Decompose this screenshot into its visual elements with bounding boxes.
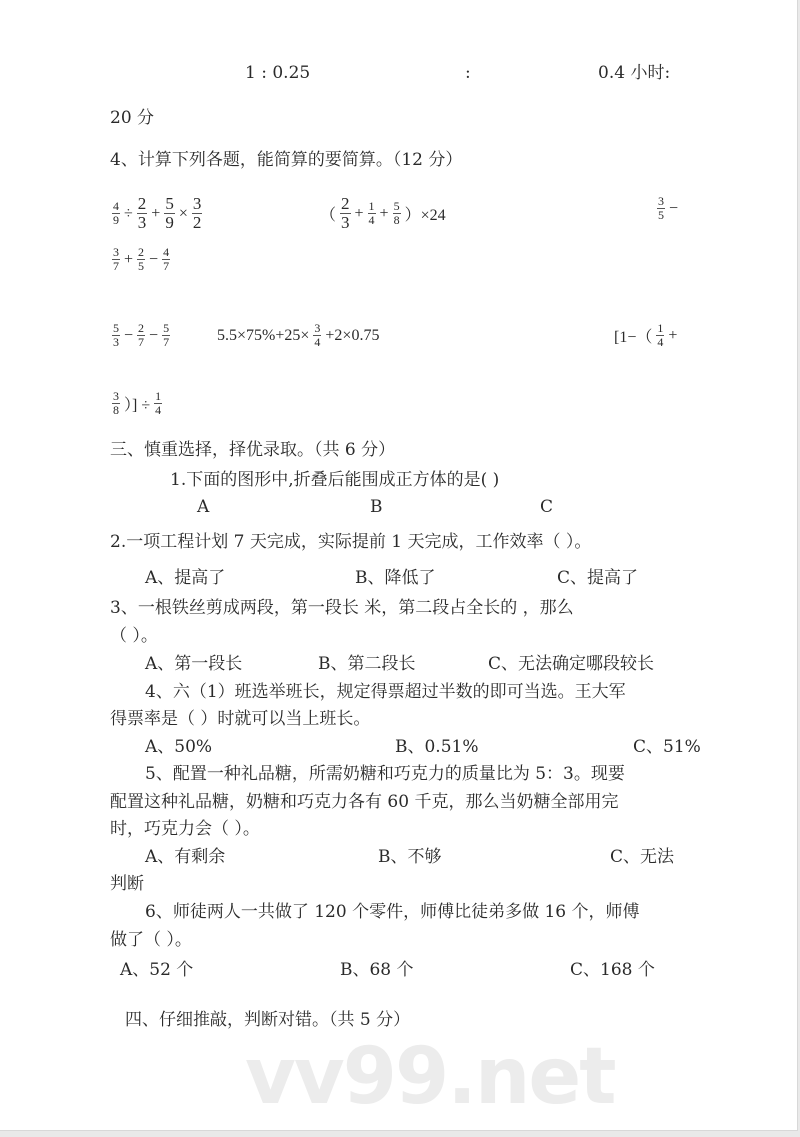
math-operator: +2×0.75 <box>325 326 380 344</box>
fraction <box>656 322 664 349</box>
ratio-2: : <box>465 63 471 83</box>
fraction <box>154 390 162 417</box>
numerator: 3 <box>314 321 321 335</box>
fraction <box>112 390 120 417</box>
fraction <box>112 322 120 349</box>
s3-q2-option-b: B、降低了 <box>355 568 436 588</box>
denominator: 9 <box>165 213 174 232</box>
math-operator: ）×24 <box>404 207 446 224</box>
math-operator: ）] ÷ <box>124 397 151 414</box>
s3-q2-option-a: A、提高了 <box>145 568 226 588</box>
s3-q5-line2: 配置这种礼品糖，奶糖和巧克力各有 60 千克，那么当奶糖全部用完 <box>110 792 619 812</box>
denominator: 5 <box>658 208 664 222</box>
s3-q1-option-c: C <box>540 497 554 517</box>
fraction <box>137 195 148 232</box>
s3-q6-line1: 6、师徒两人一共做了 120 个零件，师傅比徒弟多做 16 个，师傅 <box>145 902 640 922</box>
denominator: 2 <box>192 213 202 232</box>
math-operator: × <box>178 204 188 222</box>
math-operator: + <box>124 250 134 268</box>
s3-q1-option-a: A <box>197 497 210 517</box>
calc-expr-4 <box>110 322 172 349</box>
math-operator: （ <box>320 207 337 224</box>
calc-expr-3-cont <box>110 246 172 273</box>
denominator: 3 <box>137 213 147 232</box>
numerator: 1 <box>657 321 664 335</box>
numerator: 1 <box>368 199 375 213</box>
math-operator: ÷ <box>124 204 133 222</box>
s3-q4-line2: 得票率是（ ）时就可以当上班长。 <box>110 709 371 729</box>
math-operator: − <box>124 326 134 344</box>
watermark: vv99.net <box>245 1032 615 1122</box>
fraction <box>164 195 175 232</box>
numerator: 3 <box>658 194 664 208</box>
q4-heading: 4、计算下列各题，能简算的要简算。（12 分） <box>110 150 463 170</box>
fraction <box>313 322 321 349</box>
fraction <box>368 200 376 227</box>
s3-q6-option-c: C、168 个 <box>570 960 655 980</box>
s3-q6-option-b: B、68 个 <box>340 960 414 980</box>
s3-q2-text: 2.一项工程计划 7 天完成，实际提前 1 天完成，工作效率（ ）。 <box>110 532 592 552</box>
denominator: 7 <box>163 335 170 349</box>
denominator: 4 <box>657 335 664 349</box>
s3-q5-line3: 时，巧克力会（ ）。 <box>110 819 260 839</box>
s3-q5-option-a: A、有剩余 <box>145 847 226 867</box>
fraction <box>162 246 170 273</box>
calc-expr-5 <box>215 322 381 349</box>
math-operator: + <box>151 204 161 222</box>
denominator: 7 <box>138 335 145 349</box>
denominator: 7 <box>163 259 170 273</box>
denominator: 8 <box>393 213 400 227</box>
fraction <box>137 322 145 349</box>
s3-q3-option-a: A、第一段长 <box>145 654 243 674</box>
s3-q2-option-c: C、提高了 <box>557 568 639 588</box>
s3-q4-line1: 4、六（1）班选举班长，规定得票超过半数的即可当选。王大军 <box>145 682 626 702</box>
numerator: 4 <box>163 245 170 259</box>
numerator: 2 <box>137 194 147 213</box>
calc-expr-6-start <box>612 322 679 349</box>
math-operator: − <box>149 250 159 268</box>
calc-expr-3-start <box>655 195 680 222</box>
numerator: 2 <box>341 194 350 213</box>
numerator: 4 <box>113 199 119 213</box>
s3-q4-option-c: C、51% <box>633 737 701 757</box>
denominator: 3 <box>113 335 119 349</box>
numerator: 5 <box>163 321 170 335</box>
numerator: 3 <box>113 389 119 403</box>
numerator: 5 <box>113 321 119 335</box>
fraction <box>340 195 351 232</box>
s3-q1-text: 1.下面的图形中,折叠后能围成正方体的是( ) <box>170 470 500 490</box>
section4-heading: 四、仔细推敲，判断对错。（共 5 分） <box>125 1010 411 1030</box>
fraction <box>393 200 401 227</box>
s3-q6-line2: 做了（ ）。 <box>110 930 192 950</box>
numerator: 2 <box>138 245 145 259</box>
s3-q5-option-c: C、无法 <box>610 847 675 867</box>
calc-expr-2 <box>318 195 448 232</box>
math-operator: − <box>669 199 679 217</box>
ratio-3: 0.4 小时: <box>598 63 671 83</box>
fraction <box>657 195 665 222</box>
fraction <box>162 322 170 349</box>
fraction <box>137 246 145 273</box>
s3-q3-line1: 3、一根铁丝剪成两段，第一段长 米，第二段占全长的 ，那么 <box>110 598 574 618</box>
denominator: 3 <box>341 213 350 232</box>
math-operator: [1−（ <box>614 329 653 346</box>
denominator: 9 <box>113 213 119 227</box>
numerator: 3 <box>192 194 202 213</box>
s3-q6-option-a: A、52 个 <box>120 960 194 980</box>
denominator: 7 <box>113 259 119 273</box>
numerator: 1 <box>155 389 162 403</box>
s3-q4-option-b: B、0.51% <box>395 737 479 757</box>
math-operator: − <box>149 326 159 344</box>
denominator: 5 <box>138 259 145 273</box>
math-operator: + <box>379 204 389 222</box>
denominator: 4 <box>155 403 162 417</box>
fraction <box>112 246 120 273</box>
s3-q5-option-b: B、不够 <box>378 847 442 867</box>
s3-q3-line2: （ ）。 <box>110 626 158 646</box>
numerator: 3 <box>113 245 119 259</box>
fraction <box>112 200 120 227</box>
section3-heading: 三、慎重选择，择优录取。（共 6 分） <box>110 440 396 460</box>
numerator: 5 <box>165 194 174 213</box>
s3-q3-option-b: B、第二段长 <box>318 654 416 674</box>
numerator: 5 <box>393 199 400 213</box>
math-operator: + <box>668 326 678 344</box>
denominator: 8 <box>113 403 119 417</box>
s3-q3-option-c: C、无法确定哪段较长 <box>488 654 655 674</box>
s3-q4-option-a: A、50% <box>145 737 213 757</box>
calc-expr-1 <box>110 195 204 232</box>
s3-q5-option-c-cont: 判断 <box>110 874 144 894</box>
fraction <box>192 195 203 232</box>
math-operator: + <box>354 204 364 222</box>
s3-q1-option-b: B <box>370 497 383 517</box>
calc-expr-6-cont <box>110 390 164 417</box>
math-operator: 5.5×75%+25× <box>217 326 310 344</box>
denominator: 4 <box>368 213 375 227</box>
ratio-1: 1 : 0.25 <box>245 63 311 83</box>
ratio-cont: 20 分 <box>110 108 155 128</box>
s3-q5-line1: 5、配置一种礼品糖，所需奶糖和巧克力的质量比为 5：3。现要 <box>145 764 625 784</box>
numerator: 2 <box>138 321 145 335</box>
denominator: 4 <box>314 335 321 349</box>
